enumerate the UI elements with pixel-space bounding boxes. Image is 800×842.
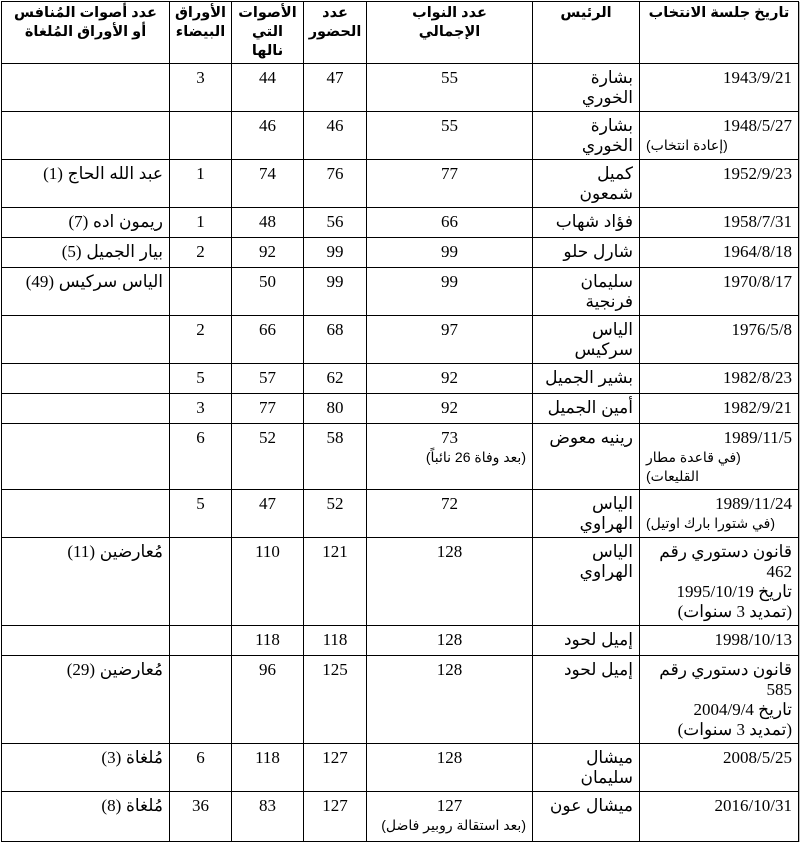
cell-date: قانون دستوري رقم 585 تاريخ 2004/9/4 (تمديد 3 سنوات) (640, 656, 799, 744)
header-total-mps: عدد النواب الإجمالي (367, 2, 533, 64)
election-date: 1948/5/27 (723, 116, 792, 135)
opponent-name: عبد الله الحاج (67, 164, 163, 183)
cell-total-mps: 72 (367, 490, 533, 538)
cell-blank: 5 (170, 490, 232, 538)
cell-president: بشارة الخوري (533, 112, 640, 160)
cell-blank: 2 (170, 316, 232, 364)
cell-total-mps: 66 (367, 208, 533, 238)
election-date: 2016/10/31 (714, 796, 792, 815)
cell-date (640, 64, 799, 112)
cell-opponent (2, 316, 170, 364)
election-date: 1989/11/24 (715, 494, 792, 513)
cell-blank (170, 656, 232, 744)
table-row (2, 364, 799, 394)
cell-date (640, 238, 799, 268)
opponent-name: ريمون اده (93, 212, 163, 231)
cell-date (640, 268, 799, 316)
cell-votes: 74 (232, 160, 304, 208)
cell-present: 127 (304, 744, 367, 792)
header-date: تاريخ جلسة الانتخاب (640, 2, 799, 64)
cell-opponent (2, 626, 170, 656)
cell-president: إميل لحود (533, 656, 640, 744)
opponent-name: مُلغاة (125, 796, 163, 815)
cell-blank: 6 (170, 424, 232, 490)
cell-date: قانون دستوري رقم 462 تاريخ 1995/10/19 (تمديد 3 سنوات) (640, 538, 799, 626)
cell-present: 62 (304, 364, 367, 394)
cell-votes: 66 (232, 316, 304, 364)
cell-date (640, 160, 799, 208)
cell-present: 99 (304, 268, 367, 316)
cell-opponent (2, 64, 170, 112)
election-date: 1958/7/31 (723, 212, 792, 231)
cell-total-mps: 55 (367, 64, 533, 112)
cell-votes: 52 (232, 424, 304, 490)
cell-opponent (2, 208, 170, 238)
cell-total-mps: 55 (367, 112, 533, 160)
cell-present: 99 (304, 238, 367, 268)
table-row (2, 538, 799, 626)
opponent-count: (5) (61, 242, 82, 261)
cell-present: 76 (304, 160, 367, 208)
cell-total-mps: 99 (367, 238, 533, 268)
table-row (2, 626, 799, 656)
cell-votes: 48 (232, 208, 304, 238)
date-note: (إعادة انتخاب) (646, 137, 728, 153)
opponent-count: (11) (67, 542, 96, 561)
cell-date (640, 744, 799, 792)
cell-votes: 92 (232, 238, 304, 268)
total-note: (بعد وفاة 26 نائباً) (425, 449, 526, 465)
cell-total-mps: 92 (367, 394, 533, 424)
cell-blank: 2 (170, 238, 232, 268)
election-date: 1964/8/18 (723, 242, 792, 261)
table-row (2, 656, 799, 744)
table-row (2, 160, 799, 208)
table-row (2, 64, 799, 112)
cell-votes: 50 (232, 268, 304, 316)
opponent-count: (1) (43, 164, 63, 183)
table-row (2, 792, 799, 842)
opponent-count: (49) (25, 272, 55, 291)
cell-present: 52 (304, 490, 367, 538)
cell-votes: 96 (232, 656, 304, 744)
table-row (2, 424, 799, 490)
cell-total-mps: 77 (367, 160, 533, 208)
cell-opponent (2, 160, 170, 208)
cell-opponent (2, 268, 170, 316)
election-date: 1943/9/21 (723, 68, 792, 87)
cell-date (640, 364, 799, 394)
cell-opponent (2, 112, 170, 160)
election-date: 1982/8/23 (723, 368, 792, 387)
cell-date (640, 626, 799, 656)
election-date: 1952/9/23 (723, 164, 792, 183)
presidential-elections-table (1, 1, 799, 842)
cell-blank (170, 538, 232, 626)
cell-total-mps: 128 (367, 744, 533, 792)
opponent-name: بيار الجميل (86, 242, 163, 261)
cell-opponent (2, 424, 170, 490)
cell-votes: 110 (232, 538, 304, 626)
cell-blank: 6 (170, 744, 232, 792)
cell-present: 68 (304, 316, 367, 364)
cell-date (640, 424, 799, 490)
table-row (2, 394, 799, 424)
cell-president: ميشال سليمان (533, 744, 640, 792)
cell-president: سليمان فرنجية (533, 268, 640, 316)
opponent-name: مُعارضين (99, 660, 163, 679)
cell-blank (170, 626, 232, 656)
cell-votes: 47 (232, 490, 304, 538)
table-row (2, 744, 799, 792)
cell-president: الياس الهراوي (533, 538, 640, 626)
opponent-count: (7) (68, 212, 89, 231)
cell-president: رينيه معوض (533, 424, 640, 490)
cell-present: 125 (304, 656, 367, 744)
cell-opponent (2, 792, 170, 842)
cell-total-mps: 73 (بعد وفاة 26 نائباً) (367, 424, 533, 490)
cell-opponent (2, 490, 170, 538)
cell-president: فؤاد شهاب (533, 208, 640, 238)
cell-votes: 77 (232, 394, 304, 424)
table-row (2, 208, 799, 238)
header-row (2, 2, 799, 64)
cell-opponent (2, 364, 170, 394)
cell-date (640, 112, 799, 160)
header-blank: الأوراق البيضاء (170, 2, 232, 64)
cell-total-mps: 128 (367, 656, 533, 744)
election-date: 1982/9/21 (723, 398, 792, 417)
cell-present: 80 (304, 394, 367, 424)
cell-total-mps: 99 (367, 268, 533, 316)
cell-president: أمين الجميل (533, 394, 640, 424)
cell-present: 56 (304, 208, 367, 238)
cell-total-mps: 128 (367, 626, 533, 656)
cell-date (640, 316, 799, 364)
table-row (2, 490, 799, 538)
date-note: (في قاعدة مطار القليعات) (646, 449, 741, 484)
election-date: 2008/5/25 (723, 748, 792, 767)
cell-blank: 3 (170, 394, 232, 424)
cell-total-mps: 97 (367, 316, 533, 364)
cell-president: بشير الجميل (533, 364, 640, 394)
cell-date (640, 490, 799, 538)
cell-votes: 118 (232, 744, 304, 792)
cell-blank (170, 112, 232, 160)
table-row (2, 238, 799, 268)
cell-total-mps: 92 (367, 364, 533, 394)
cell-blank: 1 (170, 208, 232, 238)
cell-present: 118 (304, 626, 367, 656)
election-date: 1998/10/13 (714, 630, 792, 649)
cell-total-mps: 127 (بعد استقالة روبير فاضل) (367, 792, 533, 842)
cell-president: الياس الهراوي (533, 490, 640, 538)
cell-votes: 57 (232, 364, 304, 394)
table-row (2, 316, 799, 364)
cell-opponent (2, 394, 170, 424)
header-votes: الأصوات التي نالها (232, 2, 304, 64)
cell-votes: 46 (232, 112, 304, 160)
cell-date (640, 208, 799, 238)
table-row (2, 112, 799, 160)
cell-date (640, 792, 799, 842)
cell-blank: 1 (170, 160, 232, 208)
cell-opponent (2, 538, 170, 626)
cell-president: الياس سركيس (533, 316, 640, 364)
cell-votes: 44 (232, 64, 304, 112)
header-president: الرئيس (533, 2, 640, 64)
cell-present: 127 (304, 792, 367, 842)
date-note: (في شتورا بارك اوتيل) (646, 515, 776, 531)
cell-opponent (2, 656, 170, 744)
cell-opponent (2, 744, 170, 792)
cell-president: إميل لحود (533, 626, 640, 656)
table-row (2, 268, 799, 316)
opponent-name: الياس سركيس (58, 272, 163, 291)
cell-blank (170, 268, 232, 316)
cell-total-mps: 128 (367, 538, 533, 626)
cell-votes: 83 (232, 792, 304, 842)
cell-blank: 3 (170, 64, 232, 112)
cell-opponent (2, 238, 170, 268)
election-date: 1976/5/8 (731, 320, 792, 339)
cell-date (640, 394, 799, 424)
opponent-name: مُعارضين (99, 542, 163, 561)
opponent-count: (3) (101, 748, 122, 767)
cell-present: 58 (304, 424, 367, 490)
opponent-count: (29) (66, 660, 96, 679)
cell-present: 47 (304, 64, 367, 112)
header-present: عدد الحضور (304, 2, 367, 64)
cell-votes: 118 (232, 626, 304, 656)
table-body (2, 64, 799, 842)
election-date: 1970/8/17 (723, 272, 792, 291)
cell-present: 121 (304, 538, 367, 626)
cell-blank: 5 (170, 364, 232, 394)
cell-president: بشارة الخوري (533, 64, 640, 112)
opponent-count: (8) (101, 796, 122, 815)
cell-present: 46 (304, 112, 367, 160)
cell-president: ميشال عون (533, 792, 640, 842)
cell-president: شارل حلو (533, 238, 640, 268)
total-note: (بعد استقالة روبير فاضل) (381, 817, 526, 833)
header-opponent: عدد أصوات المُنافس أو الأوراق المُلغاة (2, 2, 170, 64)
opponent-name: مُلغاة (125, 748, 163, 767)
cell-blank: 36 (170, 792, 232, 842)
election-date: 1989/11/5 (723, 428, 792, 447)
cell-president: كميل شمعون (533, 160, 640, 208)
